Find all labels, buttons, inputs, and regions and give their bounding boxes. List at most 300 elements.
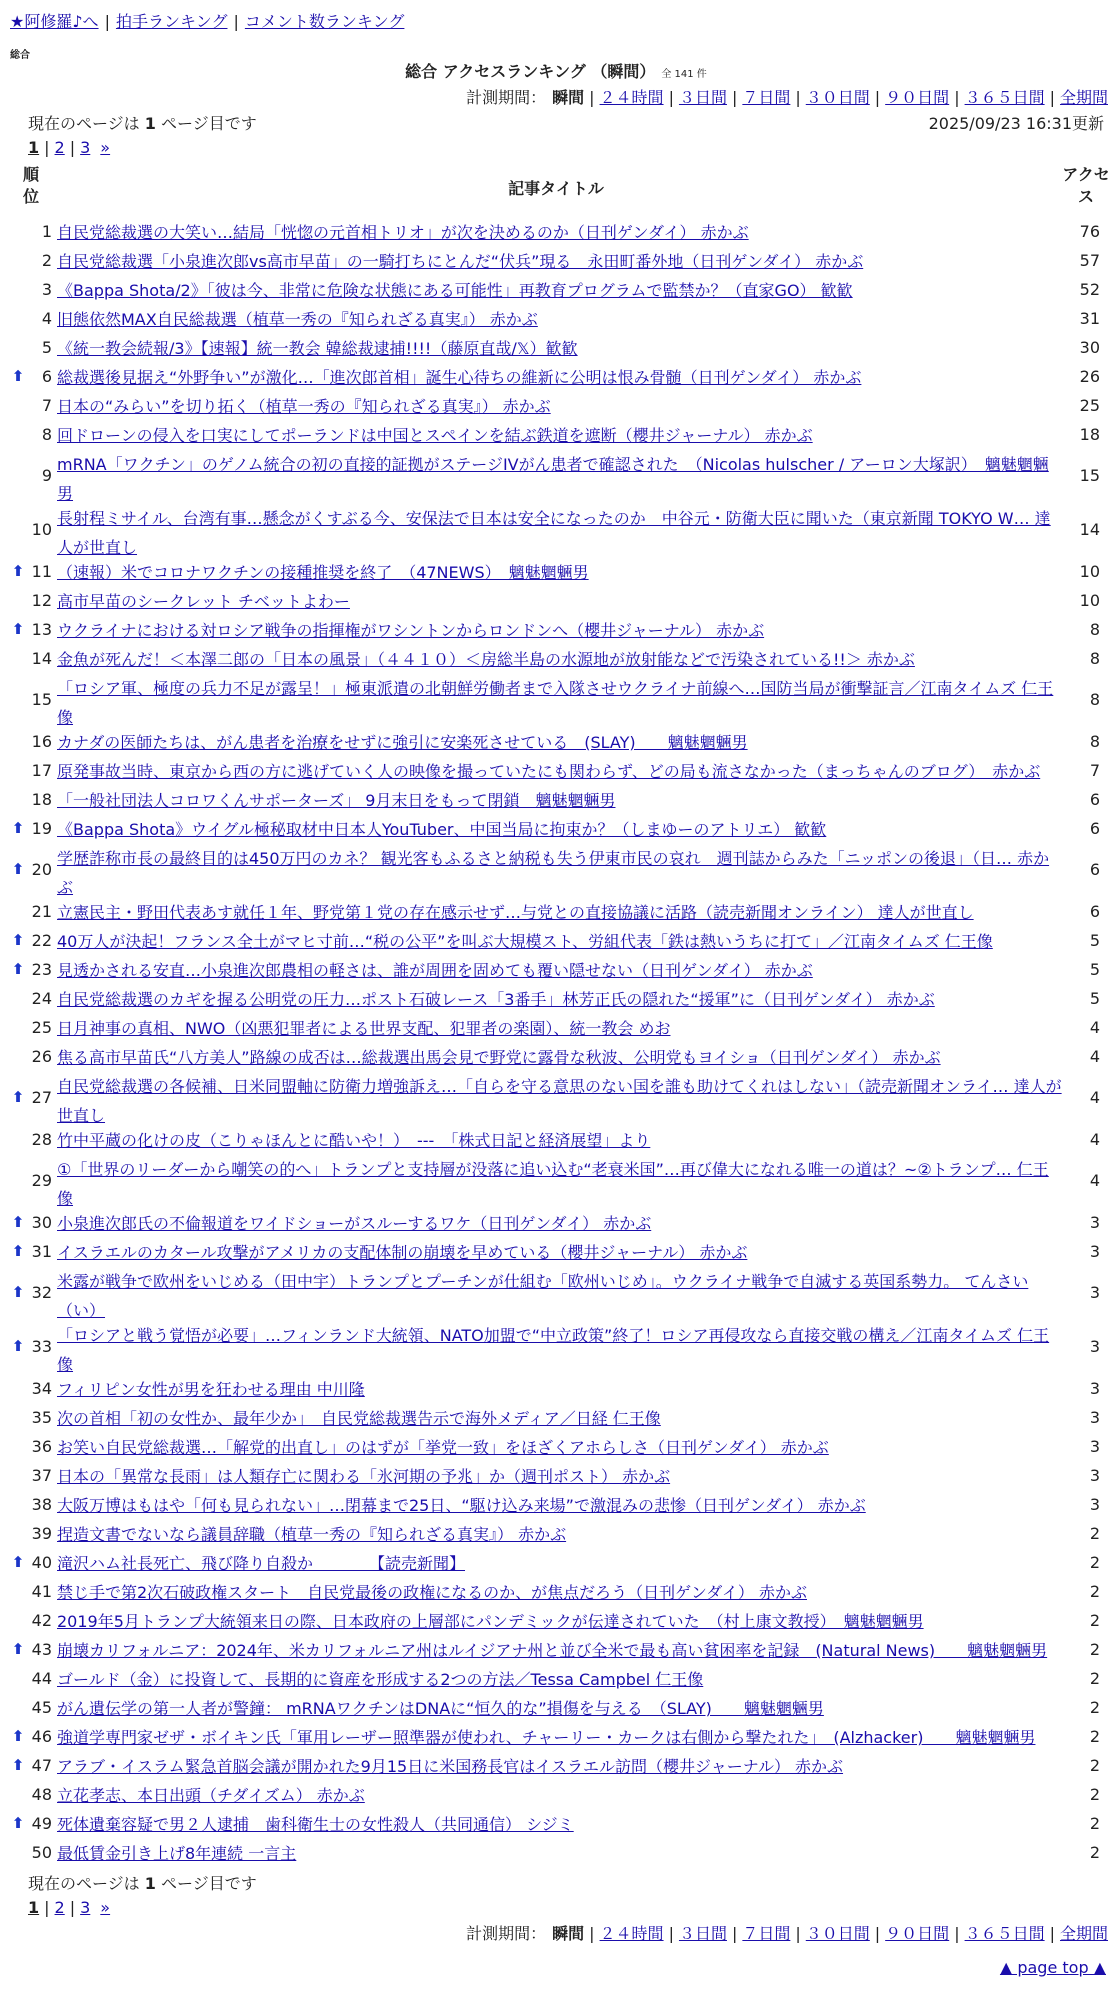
up-arrow-icon: ⬆ — [11, 1727, 25, 1745]
row-access-count: 4 — [1089, 1088, 1100, 1107]
row-access-count: 8 — [1089, 620, 1100, 639]
row-title — [57, 558, 1063, 587]
row-title — [57, 985, 1063, 1014]
row-rank: 32 — [31, 1283, 52, 1302]
row-title-link[interactable]: 日本の“みらい”を切り拓く（植草一秀の『知られざる真実』） 赤かぶ — [57, 397, 551, 416]
row-title — [57, 1238, 1063, 1267]
row-title-link[interactable]: 次の首相「初の女性か、最年少か」 自民党総裁選告示で海外メディア／日経 仁王像 — [57, 1409, 661, 1428]
row-access-count: 26 — [1079, 367, 1100, 386]
row-rank: 17 — [31, 761, 52, 780]
row-rank: 43 — [31, 1640, 52, 1659]
access-column-header: アクセス — [1062, 165, 1110, 206]
row-title — [57, 1043, 1063, 1072]
row-access-count: 2 — [1089, 1524, 1100, 1543]
row-title-link[interactable]: 最低賃金引き上げ8年連続 一言主 — [57, 1844, 297, 1863]
category-label: 総合 — [10, 50, 30, 61]
period-current: 瞬間 — [552, 1924, 585, 1943]
row-title-link[interactable]: 《Bappa Shota》ウイグル極秘取材中日本人YouTuber、中国当局に拘束か？（しまゆーのアトリエ） 歓歓 — [57, 820, 827, 839]
table-row — [0, 844, 1112, 898]
row-title-link[interactable]: 竹中平蔵の化けの皮（こりゃほんとに酷いや！） --- 「株式日記と経済展望」より — [57, 1131, 651, 1150]
row-title-link[interactable]: mRNA「ワクチン」のゲノム統合の初の直接的証拠がステージIVがん患者で確認された （Nicolas hulscher / アーロン大塚訳） 魑魅魍魎男 — [57, 455, 1049, 503]
period-link-90d[interactable]: ９０日間 — [885, 88, 950, 107]
row-rank: 21 — [31, 902, 52, 921]
current-page-suffix: ページ目です — [161, 1874, 257, 1893]
row-access-count: 2 — [1089, 1553, 1100, 1572]
row-title — [57, 1267, 1063, 1325]
period-link-24h[interactable]: ２４時間 — [599, 88, 664, 107]
row-access-count: 2 — [1089, 1814, 1100, 1833]
row-title — [57, 218, 1063, 247]
table-row — [0, 1238, 1112, 1267]
period-label: 計測期間： — [466, 88, 547, 107]
row-title-link[interactable]: ウクライナにおける対ロシア戦争の指揮権がワシントンからロンドンへ（櫻井ジャーナル） 赤かぶ — [57, 621, 765, 640]
row-title-link[interactable]: 回ドローンの侵入を口実にしてポーランドは中国とスペインを結ぶ鉄道を遮断（櫻井ジャーナル） 赤かぶ — [57, 426, 813, 445]
row-access-count: 3 — [1089, 1437, 1100, 1456]
row-rank: 23 — [31, 960, 52, 979]
row-title — [57, 927, 1063, 956]
table-row — [0, 757, 1112, 786]
row-title — [57, 421, 1063, 450]
row-title-link[interactable]: 金魚が死んだ！＜本澤二郎の「日本の風景」（４４１０）＜房総半島の水源地が放射能などで汚染されている!!＞ 赤かぶ — [57, 650, 915, 669]
period-link-all[interactable]: 全期間 — [1059, 1924, 1108, 1943]
up-arrow-icon: ⬆ — [11, 1283, 25, 1301]
row-title-link[interactable]: 自民党総裁選「小泉進次郎vs高市早苗」の一騎打ちにとんだ“伏兵”現る 永田町番外地（日刊ゲンダイ） 赤かぶ — [57, 252, 864, 271]
row-title-link[interactable]: 「ロシア軍、極度の兵力不足が露呈！」極東派遣の北朝鮮労働者まで入隊させウクライナ前線へ…国防当局が衝撃証言／江南タイムズ 仁王像 — [57, 679, 1054, 727]
row-title — [57, 645, 1063, 674]
row-title-link[interactable]: 40万人が決起！フランス全土がマヒ寸前…“税の公平”を叫ぶ大規模スト、労組代表「鉄は熱いうちに打て」／江南タイムズ 仁王像 — [57, 932, 993, 951]
table-row — [0, 927, 1112, 956]
row-title — [57, 587, 1063, 616]
up-arrow-icon: ⬆ — [11, 860, 25, 878]
row-title-link[interactable]: ゴールド（金）に投資して、長期的に資産を形成する2つの方法／Tessa Campbel 仁王像 — [57, 1670, 704, 1689]
up-arrow-icon: ⬆ — [11, 931, 25, 949]
row-rank: 1 — [41, 222, 52, 241]
row-access-count: 57 — [1079, 251, 1100, 270]
row-title-link[interactable]: （速報）米でコロナワクチンの接種推奨を終了 （47NEWS） 魑魅魍魎男 — [57, 563, 589, 582]
nav-separator: | — [104, 12, 110, 31]
period-link-7d[interactable]: ７日間 — [742, 88, 791, 107]
row-title-link[interactable]: 強道学専門家ゼザ・ボイキン氏「軍用レーザー照準器が使われ、チャーリー・カークは右側から撃たれた」 (Alzhacker) 魑魅魍魎男 — [57, 1728, 1036, 1747]
row-title — [57, 786, 1063, 815]
row-rank: 46 — [31, 1727, 52, 1746]
current-page-suffix: ページ目です — [161, 114, 257, 133]
row-access-count: 4 — [1089, 1018, 1100, 1037]
page-top-link[interactable]: ▲ page top ▲ — [999, 1958, 1106, 1977]
row-rank: 42 — [31, 1611, 52, 1630]
row-access-count: 76 — [1079, 222, 1100, 241]
pager-top: 1 | 2 | 3 » — [28, 138, 111, 157]
row-access-count: 8 — [1089, 690, 1100, 709]
up-arrow-icon: ⬆ — [11, 1814, 25, 1832]
row-access-count: 2 — [1089, 1640, 1100, 1659]
table-row — [0, 1267, 1112, 1321]
row-rank: 4 — [41, 309, 52, 328]
row-title-link[interactable]: 立憲民主・野田代表あす就任１年、野党第１党の存在感示せず…与党との直接協議に活路（読売新聞オンライン） 達人が世直し — [57, 903, 974, 922]
row-title — [57, 1462, 1063, 1491]
row-title-link[interactable]: 自民党総裁選のカギを握る公明党の圧力…ポスト石破レース「3番手」林芳正氏の隠れた“援軍”に（日刊ゲンダイ） 赤かぶ — [57, 990, 935, 1009]
row-title-link[interactable]: 《Bappa Shota/2》「彼は今、非常に危険な状態にある可能性」再教育プログラムで監禁か？（直家GO） 歓歓 — [57, 281, 853, 300]
row-title — [57, 1209, 1063, 1238]
row-title — [57, 815, 1063, 844]
row-rank: 38 — [31, 1495, 52, 1514]
table-row — [0, 1549, 1112, 1578]
row-title-link[interactable]: ①「世界のリーダーから嘲笑の的へ」トランプと支持層が没落に追い込む“老衰米国”…再び偉大になれる唯一の道は？~②トランプ… 仁王像 — [57, 1160, 1049, 1208]
row-rank: 48 — [31, 1785, 52, 1804]
row-rank: 33 — [31, 1337, 52, 1356]
title-column-header: 記事タイトル — [508, 179, 604, 198]
row-access-count: 15 — [1079, 466, 1100, 485]
row-rank: 40 — [31, 1553, 52, 1572]
table-row — [0, 1043, 1112, 1072]
row-title-link[interactable]: 日月神事の真相、NWO（凶悪犯罪者による世界支配、犯罪者の楽園）、統一教会 めお — [57, 1019, 671, 1038]
row-title-link[interactable]: 禁じ手で第2次石破政権スタート 自民党最後の政権になるのか、が焦点だろう（日刊ゲンダイ） 赤かぶ — [57, 1583, 807, 1602]
row-title-link[interactable]: 見透かされる安直…小泉進次郎農相の軽さは、誰が周囲を固めても覆い隠せない（日刊ゲンダイ） 赤かぶ — [57, 961, 813, 980]
row-rank: 24 — [31, 989, 52, 1008]
row-access-count: 52 — [1079, 280, 1100, 299]
row-rank: 13 — [31, 620, 52, 639]
row-title — [57, 898, 1063, 927]
period-link-3d[interactable]: ３日間 — [678, 88, 727, 107]
row-rank: 20 — [31, 860, 52, 879]
period-link-30d[interactable]: ３０日間 — [805, 88, 870, 107]
table-row — [0, 1375, 1112, 1404]
table-row — [0, 898, 1112, 927]
row-rank: 37 — [31, 1466, 52, 1485]
table-row — [0, 815, 1112, 844]
current-page-info — [28, 112, 257, 136]
table-row — [0, 276, 1112, 305]
row-rank: 25 — [31, 1018, 52, 1037]
row-access-count: 5 — [1089, 960, 1100, 979]
table-row — [0, 1578, 1112, 1607]
row-title-link[interactable]: 大阪万博はもはや「何も見られない」…閉幕まで25日、“駆け込み来場”で激混みの悲惨（日刊ゲンダイ） 赤かぶ — [57, 1496, 866, 1515]
row-rank: 31 — [31, 1242, 52, 1261]
row-rank: 29 — [31, 1171, 52, 1190]
row-rank: 16 — [31, 732, 52, 751]
row-title — [57, 844, 1063, 902]
row-title — [57, 757, 1063, 786]
row-title — [57, 956, 1063, 985]
row-rank: 12 — [31, 591, 52, 610]
table-row — [0, 985, 1112, 1014]
row-rank: 34 — [31, 1379, 52, 1398]
row-rank: 41 — [31, 1582, 52, 1601]
row-title — [57, 1723, 1063, 1752]
row-title-link[interactable]: 「ロシアと戦う覚悟が必要」…フィンランド大統領、NATO加盟で“中立政策”終了！ロシア再侵攻なら直接交戦の構え／江南タイムズ 仁王像 — [57, 1326, 1050, 1374]
table-row — [0, 504, 1112, 558]
row-access-count: 3 — [1089, 1242, 1100, 1261]
pager-next[interactable]: » — [100, 1898, 111, 1917]
up-arrow-icon: ⬆ — [11, 1553, 25, 1571]
page-title — [0, 60, 1112, 87]
table-row — [0, 786, 1112, 815]
row-rank: 10 — [31, 520, 52, 539]
row-access-count: 2 — [1089, 1611, 1100, 1630]
row-title — [57, 363, 1063, 392]
table-row — [0, 1072, 1112, 1126]
row-rank: 30 — [31, 1213, 52, 1232]
row-access-count: 8 — [1089, 732, 1100, 751]
row-title-link[interactable]: 死体遺棄容疑で男２人逮捕 歯科衛生士の女性殺人（共同通信） シジミ — [57, 1815, 574, 1834]
table-row — [0, 1433, 1112, 1462]
row-title — [57, 1126, 1063, 1155]
row-rank: 15 — [31, 690, 52, 709]
table-row — [0, 1665, 1112, 1694]
row-title — [57, 1839, 1063, 1868]
row-rank: 5 — [41, 338, 52, 357]
up-arrow-icon: ⬆ — [11, 1242, 25, 1260]
row-access-count: 3 — [1089, 1495, 1100, 1514]
pager-current: 1 — [28, 138, 40, 157]
row-access-count: 2 — [1089, 1785, 1100, 1804]
row-rank: 45 — [31, 1698, 52, 1717]
row-rank: 19 — [31, 819, 52, 838]
table-row — [0, 956, 1112, 985]
up-arrow-icon: ⬆ — [11, 1088, 25, 1106]
up-arrow-icon: ⬆ — [11, 367, 25, 385]
row-rank: 44 — [31, 1669, 52, 1688]
row-title-link[interactable]: お笑い自民党総裁選…「解党的出直し」のはずが「挙党一致」をほざくアホらしさ（日刊ゲンダイ） 赤かぶ — [57, 1438, 829, 1457]
row-rank: 27 — [31, 1088, 52, 1107]
row-title-link[interactable]: 米露が戦争で欧州をいじめる（田中宇）トランプとプーチンが仕組む「欧州いじめ」。ウクライナ戦争で自滅する英国系勢力。 てんさい（い） — [57, 1272, 1029, 1320]
row-title-link[interactable]: 捏造文書でないなら議員辞職（植草一秀の『知られざる真実』） 赤かぶ — [57, 1525, 567, 1544]
up-arrow-icon: ⬆ — [11, 1337, 25, 1355]
period-selector-top: 計測期間： 瞬間 | ２４時間 | ３日間 | ７日間 | ３０日間 | ９０日間 | ３６５日間 | 全期間 — [466, 88, 1108, 107]
top-nav — [10, 10, 404, 34]
table-row — [0, 1723, 1112, 1752]
pager-page-3[interactable]: 3 — [80, 138, 91, 157]
row-title-link[interactable]: 日本の「異常な長雨」は人類存亡に関わる「氷河期の予兆」か（週刊ポスト） 赤かぶ — [57, 1467, 671, 1486]
row-access-count: 4 — [1089, 1171, 1100, 1190]
up-arrow-icon: ⬆ — [11, 562, 25, 580]
row-title — [57, 1665, 1063, 1694]
row-title — [57, 1404, 1063, 1433]
period-link-30d[interactable]: ３０日間 — [805, 1924, 870, 1943]
row-access-count: 3 — [1089, 1213, 1100, 1232]
home-link[interactable]: ★阿修羅♪へ — [10, 12, 99, 31]
row-title — [57, 1636, 1063, 1665]
row-title — [57, 1810, 1063, 1839]
row-access-count: 18 — [1079, 425, 1100, 444]
row-access-count: 10 — [1079, 591, 1100, 610]
table-row — [0, 421, 1112, 450]
row-title-link[interactable]: 学歴詐称市長の最終目的は450万円のカネ？ 観光客もふるさと納税も失う伊東市民の哀れ 週刊誌からみた「ニッポンの後退」（日… 赤かぶ — [57, 849, 1050, 897]
row-rank: 18 — [31, 790, 52, 809]
row-access-count: 6 — [1089, 902, 1100, 921]
row-rank: 49 — [31, 1814, 52, 1833]
row-access-count: 6 — [1089, 860, 1100, 879]
row-access-count: 6 — [1089, 790, 1100, 809]
table-row — [0, 1321, 1112, 1375]
row-title — [57, 247, 1063, 276]
row-rank: 35 — [31, 1408, 52, 1427]
table-row — [0, 247, 1112, 276]
row-title — [57, 674, 1063, 732]
row-title — [57, 1694, 1063, 1723]
row-rank: 2 — [41, 251, 52, 270]
table-row — [0, 363, 1112, 392]
row-rank: 3 — [41, 280, 52, 299]
updated-timestamp: 2025/09/23 16:31更新 — [928, 114, 1104, 133]
up-arrow-icon: ⬆ — [11, 960, 25, 978]
row-title-link[interactable]: 自民党総裁選の各候補、日米同盟軸に防衛力増強訴え…「自らを守る意思のない国を誰も助けてくれはしない」（読売新聞オンライ… 達人が世直し — [57, 1077, 1062, 1125]
row-title-link[interactable]: アラブ・イスラム緊急首脳会議が開かれた9月15日に米国務長官はイスラエル訪問（櫻井ジャーナル） 赤かぶ — [57, 1757, 844, 1776]
comment-ranking-link[interactable]: コメント数ランキング — [244, 12, 405, 31]
row-title — [57, 1578, 1063, 1607]
row-rank: 26 — [31, 1047, 52, 1066]
pager-page-3[interactable]: 3 — [80, 1898, 91, 1917]
row-title — [57, 1752, 1063, 1781]
period-current: 瞬間 — [552, 88, 585, 107]
current-page-number: 1 — [144, 1874, 156, 1893]
row-rank: 9 — [41, 466, 52, 485]
row-rank: 14 — [31, 649, 52, 668]
row-title — [57, 1491, 1063, 1520]
row-rank: 7 — [41, 396, 52, 415]
row-title-link[interactable]: 「一般社団法人コロワくんサポーターズ」 9月末日をもって閉鎖 魑魅魍魎男 — [57, 791, 616, 810]
row-title — [57, 1520, 1063, 1549]
row-access-count: 2 — [1089, 1582, 1100, 1601]
row-title — [57, 1072, 1063, 1130]
period-link-365d[interactable]: ３６５日間 — [964, 1924, 1045, 1943]
row-title-link[interactable]: 原発事故当時、東京から西の方に逃げていく人の映像を撮っていたにも関わらず、どの局も流さなかった（まっちゃんのブログ） 赤かぶ — [57, 762, 1041, 781]
pager-current: 1 — [28, 1898, 40, 1917]
row-access-count: 30 — [1079, 338, 1100, 357]
row-rank: 36 — [31, 1437, 52, 1456]
row-rank: 28 — [31, 1130, 52, 1149]
row-title-link[interactable]: 自民党総裁選の大笑い…結局「恍惚の元首相トリオ」が次を決めるのか（日刊ゲンダイ） 赤かぶ — [57, 223, 749, 242]
table-row — [0, 334, 1112, 363]
table-row — [0, 1752, 1112, 1781]
row-title — [57, 1014, 1063, 1043]
table-row — [0, 587, 1112, 616]
row-title-link[interactable]: 2019年5月トランプ大統領来日の際、日本政府の上層部にパンデミックが伝達されていた （村上康文教授） 魑魅魍魎男 — [57, 1612, 924, 1631]
row-title-link[interactable]: 立花孝志、本日出頭（チダイズム） 赤かぶ — [57, 1786, 365, 1805]
current-page-prefix: 現在のページは — [28, 1874, 140, 1893]
table-row — [0, 1462, 1112, 1491]
row-title-link[interactable]: 長射程ミサイル、台湾有事…懸念がくすぶる今、安保法で日本は安全になったのか 中谷元・防衛大臣に聞いた（東京新聞 TOKYO W… 達人が世直し — [57, 509, 1051, 557]
up-arrow-icon: ⬆ — [11, 819, 25, 837]
row-access-count: 14 — [1079, 520, 1100, 539]
table-row — [0, 1636, 1112, 1665]
row-title-link[interactable]: 小泉進次郎氏の不倫報道をワイドショーがスルーするワケ（日刊ゲンダイ） 赤かぶ — [57, 1214, 652, 1233]
row-access-count: 31 — [1079, 309, 1100, 328]
table-row — [0, 1694, 1112, 1723]
row-title-link[interactable]: イスラエルのカタール攻撃がアメリカの支配体制の崩壊を早めている（櫻井ジャーナル） 赤かぶ — [57, 1243, 748, 1262]
period-link-24h[interactable]: ２４時間 — [599, 1924, 664, 1943]
table-row — [0, 645, 1112, 674]
table-row — [0, 1126, 1112, 1155]
row-title — [57, 1607, 1063, 1636]
table-row — [0, 1607, 1112, 1636]
row-title — [57, 1549, 1063, 1578]
up-arrow-icon: ⬆ — [11, 1756, 25, 1774]
total-count: 全 141 件 — [661, 69, 707, 80]
table-row — [0, 1404, 1112, 1433]
up-arrow-icon: ⬆ — [11, 1213, 25, 1231]
row-title — [57, 450, 1063, 508]
row-title — [57, 728, 1063, 757]
row-title-link[interactable]: 滝沢ハム社長死亡、飛び降り自殺か 【読売新聞】 — [57, 1554, 466, 1573]
table-row — [0, 1839, 1112, 1868]
row-access-count: 8 — [1089, 649, 1100, 668]
row-rank: 8 — [41, 425, 52, 444]
row-title — [57, 276, 1063, 305]
row-title-link[interactable]: 崩壊カリフォルニア：2024年、米カリフォルニア州はルイジアナ州と並び全米で最も高い貧困率を記録 (Natural News) 魑魅魍魎男 — [57, 1641, 1048, 1660]
row-access-count: 6 — [1089, 819, 1100, 838]
row-rank: 22 — [31, 931, 52, 950]
table-row — [0, 1810, 1112, 1839]
row-title-link[interactable]: 総裁選後見据え“外野争い”が激化…「進次郎首相」誕生心待ちの維新に公明は恨み骨髄（日刊ゲンダイ） 赤かぶ — [57, 368, 862, 387]
row-title — [57, 392, 1063, 421]
table-row — [0, 1014, 1112, 1043]
up-arrow-icon: ⬆ — [11, 1640, 25, 1658]
clap-ranking-link[interactable]: 拍手ランキング — [115, 12, 228, 31]
table-row — [0, 305, 1112, 334]
row-title-link[interactable]: フィリピン女性が男を狂わせる理由 中川隆 — [57, 1380, 365, 1399]
row-title-link[interactable]: 高市早苗のシークレット チベットよわー — [57, 592, 350, 611]
current-page-info-bottom — [28, 1872, 257, 1896]
table-row — [0, 218, 1112, 247]
current-page-number: 1 — [144, 114, 156, 133]
row-access-count: 5 — [1089, 989, 1100, 1008]
pager-page-2[interactable]: 2 — [54, 138, 65, 157]
row-title — [57, 1155, 1063, 1213]
row-access-count: 10 — [1079, 562, 1100, 581]
table-row — [0, 616, 1112, 645]
up-arrow-icon: ⬆ — [11, 620, 25, 638]
pager-bottom: 1 | 2 | 3 » — [28, 1898, 111, 1917]
row-access-count: 2 — [1089, 1727, 1100, 1746]
row-title — [57, 1321, 1063, 1379]
row-title-link[interactable]: 旧態依然MAX自民総裁選（植草一秀の『知られざる真実』） 赤かぶ — [57, 310, 538, 329]
row-rank: 47 — [31, 1756, 52, 1775]
row-rank: 6 — [41, 367, 52, 386]
row-title-link[interactable]: カナダの医師たちは、がん患者を治療をせずに強引に安楽死させている (SLAY) 魑魅魍魎男 — [57, 733, 748, 752]
row-title-link[interactable]: 《統一教会続報/3》【速報】統一教会 韓総裁逮捕!!!!（藤原直哉/𝕏）歓歓 — [57, 339, 578, 358]
nav-separator: | — [233, 12, 239, 31]
pager-next[interactable]: » — [100, 138, 111, 157]
period-link-90d[interactable]: ９０日間 — [885, 1924, 950, 1943]
row-title-link[interactable]: がん遺伝学の第一人者が警鐘： mRNAワクチンはDNAに“恒久的な”損傷を与える （SLAY) 魑魅魍魎男 — [57, 1699, 824, 1718]
table-row — [0, 558, 1112, 587]
row-title — [57, 504, 1063, 562]
row-access-count: 2 — [1089, 1669, 1100, 1688]
row-rank: 11 — [31, 562, 52, 581]
row-title — [57, 1375, 1063, 1404]
row-title — [57, 616, 1063, 645]
row-title — [57, 1433, 1063, 1462]
row-access-count: 7 — [1089, 761, 1100, 780]
table-row — [0, 1520, 1112, 1549]
period-link-all[interactable]: 全期間 — [1059, 88, 1108, 107]
period-link-365d[interactable]: ３６５日間 — [964, 88, 1045, 107]
row-title — [57, 305, 1063, 334]
row-access-count: 2 — [1089, 1698, 1100, 1717]
ranking-title: 総合 アクセスランキング （瞬間） — [405, 62, 656, 81]
pager-page-2[interactable]: 2 — [54, 1898, 65, 1917]
table-row — [0, 1155, 1112, 1209]
table-row — [0, 392, 1112, 421]
period-link-3d[interactable]: ３日間 — [678, 1924, 727, 1943]
row-access-count: 3 — [1089, 1466, 1100, 1485]
row-title — [57, 1781, 1063, 1810]
table-row — [0, 450, 1112, 504]
row-title — [57, 334, 1063, 363]
row-access-count: 2 — [1089, 1756, 1100, 1775]
row-title-link[interactable]: 焦る高市早苗氏“八方美人”路線の成否は…総裁選出馬会見で野党に露骨な秋波、公明党もヨイショ（日刊ゲンダイ） 赤かぶ — [57, 1048, 941, 1067]
period-link-7d[interactable]: ７日間 — [742, 1924, 791, 1943]
